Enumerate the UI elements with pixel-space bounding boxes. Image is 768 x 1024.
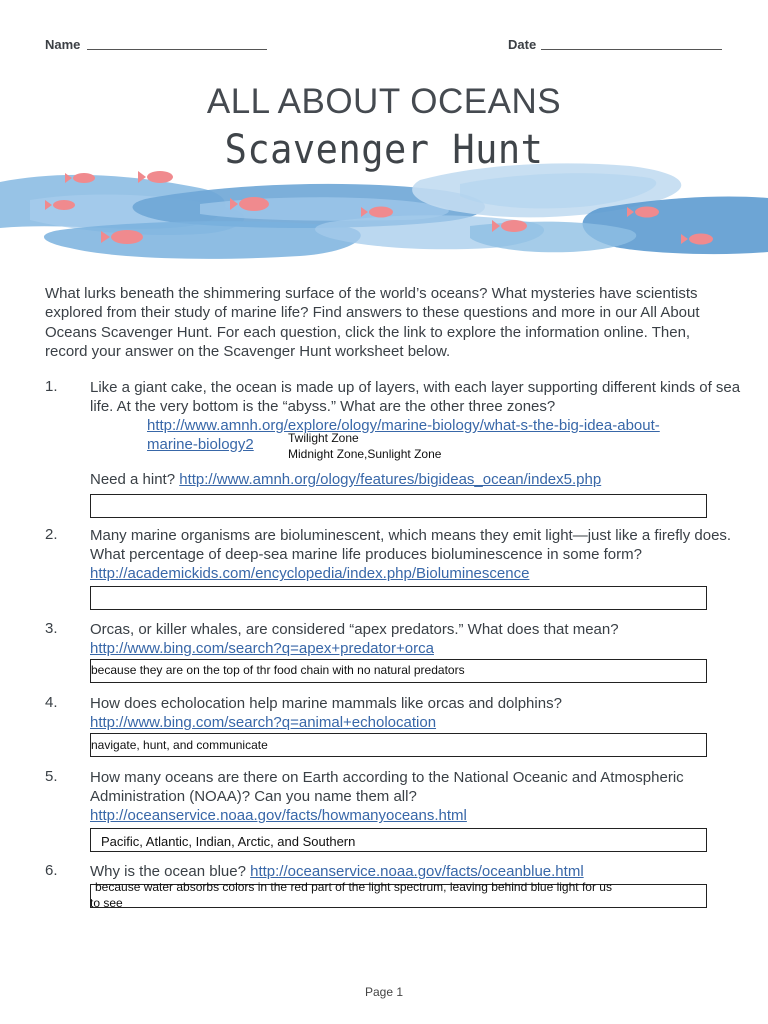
answer-text: to see bbox=[90, 896, 123, 910]
hint-line bbox=[90, 471, 601, 488]
date-field[interactable] bbox=[541, 37, 722, 50]
page-subtitle: Scavenger Hunt bbox=[224, 126, 544, 173]
name-label: Name bbox=[45, 37, 81, 52]
intro-paragraph: What lurks beneath the shimmering surface of the world’s oceans? What mysteries have scientists explored from their study of marine life? Find answers to these questions and more in our All About Oceans Scavenger Hunt. For each question, click the link to explore the information online. Then, record your answer on the Scavenger Hunt worksheet below. bbox=[45, 285, 700, 360]
answer-box-4[interactable] bbox=[90, 733, 707, 757]
question-number: 2. bbox=[45, 526, 58, 543]
ocean-banner-illustration bbox=[0, 160, 768, 270]
answer-box-3[interactable] bbox=[90, 659, 707, 683]
question-number: 1. bbox=[45, 378, 58, 395]
question-text: Orcas, or killer whales, are considered “apex predators.” What does that mean? bbox=[90, 621, 619, 638]
question-text: How does echolocation help marine mammals like orcas and dolphins? bbox=[90, 695, 562, 712]
question-number: 3. bbox=[45, 620, 58, 637]
question-text: Why is the ocean blue? bbox=[90, 863, 246, 880]
answer-text: Pacific, Atlantic, Indian, Arctic, and Southern bbox=[101, 834, 356, 849]
handwritten-answer: Midnight Zone,Sunlight Zone bbox=[288, 447, 442, 461]
answer-text: navigate, hunt, and communicate bbox=[91, 738, 268, 752]
question-text: How many oceans are there on Earth according to the National Oceanic and Atmospheric Administration (NOAA)? Can you name them all? bbox=[90, 769, 684, 806]
question-5-link[interactable]: http://oceanservice.noaa.gov/facts/howmanyoceans.html bbox=[90, 807, 467, 825]
question-4-link[interactable]: http://www.bing.com/search?q=animal+echolocation bbox=[90, 714, 437, 732]
question-6-link[interactable]: http://oceanservice.noaa.gov/facts/oceanblue.html bbox=[250, 863, 584, 880]
question-4 bbox=[90, 694, 750, 732]
answer-text: because they are on the top of thr food chain with no natural predators bbox=[91, 663, 465, 677]
question-5 bbox=[90, 768, 750, 826]
question-text: Many marine organisms are bioluminescent, which means they emit light—just like a firefly does. What percentage of deep-sea marine life produces bioluminescence in some form? bbox=[90, 527, 732, 564]
question-2 bbox=[90, 526, 750, 584]
question-number: 5. bbox=[45, 768, 58, 785]
question-6 bbox=[90, 862, 750, 881]
question-3-link[interactable]: http://www.bing.com/search?q=apex+predator+orca bbox=[90, 640, 434, 658]
question-text: Like a giant cake, the ocean is made up of layers, with each layer supporting different kinds of sea life. At the very bottom is the “abyss.” What are the other three zones? bbox=[90, 379, 741, 416]
question-1 bbox=[90, 378, 750, 416]
question-number: 6. bbox=[45, 862, 58, 879]
question-1-link[interactable]: http://www.amnh.org/explore/ology/marine-biology/what-s-the-big-idea-about-marine-biology2 bbox=[147, 417, 660, 454]
answer-text: because water absorbs colors in the red part of the light spectrum, leaving behind blue light for us bbox=[95, 880, 612, 894]
answer-box-1[interactable] bbox=[90, 494, 707, 518]
handwritten-answer: Twilight Zone bbox=[288, 431, 359, 445]
answer-box-5[interactable] bbox=[90, 828, 707, 852]
name-field[interactable] bbox=[87, 37, 267, 50]
page-title: ALL ABOUT OCEANS bbox=[206, 82, 562, 121]
question-3 bbox=[90, 620, 750, 658]
question-2-link[interactable]: http://academickids.com/encyclopedia/index.php/Bioluminescence bbox=[90, 565, 530, 583]
hint-label: Need a hint? bbox=[90, 471, 176, 488]
hint-link[interactable]: http://www.amnh.org/ology/features/bigideas_ocean/index5.php bbox=[179, 471, 602, 488]
page-number: Page 1 bbox=[364, 985, 404, 999]
answer-box-2[interactable] bbox=[90, 586, 707, 610]
question-number: 4. bbox=[45, 694, 58, 711]
date-label: Date bbox=[508, 37, 537, 52]
